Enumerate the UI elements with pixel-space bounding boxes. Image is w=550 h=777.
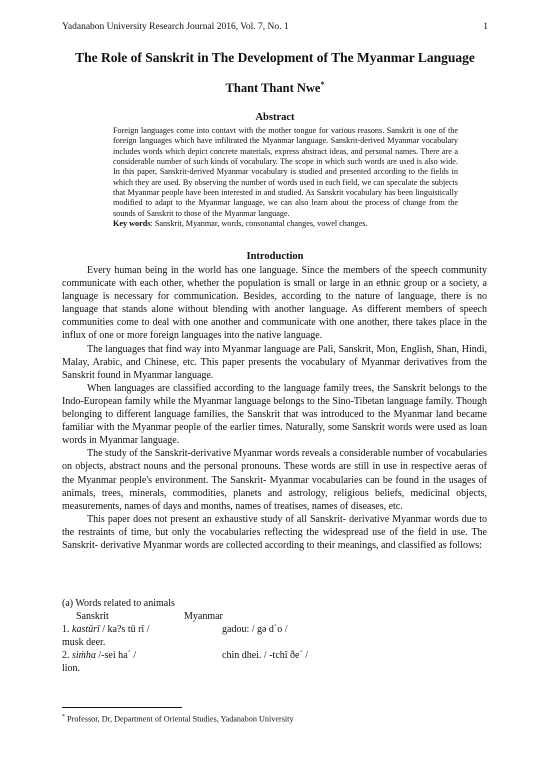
footnote-text: Professor, Dr, Department of Oriental Studies, Yadanabon University [67,714,294,724]
keywords-label: Key words [113,219,151,229]
running-header [62,22,488,32]
sanskrit-word: siṁha [72,650,96,662]
paragraph: This paper does not present an exhaustive study of all Sanskrit- derivative Myanmar words due to the restraints of time, but only the vocabularies reflecting the widespread use of the field in use. The Sanskrit- derivative Myanmar words are collected according to their meanings, and classified as follows: [62,513,487,551]
entry-gloss: lion. [62,663,81,675]
entry-number: 2. [62,650,70,662]
introduction-body [62,264,487,552]
word-list [62,597,487,676]
abstract-text: Foreign languages come into contavt with the mother tongue for various reasons. Sanskrit is one of the foreign languages which have infiltrated the Myanmar language. Sanskrit-derived Myanmar vocabulary includes words which depict concrete materials, express abstract ideas, and personal names. There are a considerable number of such kinds of vocabulary. The scope in which such words are used is also wide. In this paper, Sanskrit-derived Myanmar vocabulary is studied and presented according to the fields in which they are used. By observing the number of words used in each field, we can speculate the subjects that Myanmar people have been interested in and studied. As Sanskrit vocabulary has been linguistically modified to adapt to the Myanmar language, we can also learn about the process of change from the sounds of Sanskrit to those of the Myanmar language. [113,126,458,218]
author-name: Thant Thant Nwe [225,81,321,96]
introduction-heading: Introduction [246,251,304,262]
page-number: 1 [483,22,488,32]
paper-title: The Role of Sanskrit in The Development of The Myanmar Language [75,50,475,65]
author-line [40,80,510,96]
word-list-section-label: (a) Words related to animals [62,598,175,609]
word-list-column-headers [62,610,487,623]
footnote [62,714,487,724]
list-item [62,623,487,636]
abstract-body [113,126,458,229]
footnote-mark: * [62,714,65,720]
list-item [62,649,487,662]
sanskrit-word: kastūrī [72,624,100,636]
entry-gloss: musk deer. [62,637,106,649]
paragraph: When languages are classified according to the language family trees, the Sanskrit belongs to the Indo-European family while the Myanmar language belongs to the Sino-Tibetan language family. Though belonging to different language families, the Sanskrit that was introduced to the Myanmar land became familiar with the Myanmar people of the earlier times. Naturally, some Sanskrit words were used as loan words in Myanmar language. [62,382,487,447]
journal-citation: Yadanabon University Research Journal 2016, Vol. 7, No. 1 [62,22,289,32]
column-header-myanmar: Myanmar [184,611,223,623]
footnote-divider [62,707,182,708]
paragraph: Every human being in the world has one language. Since the members of the speech community communicate with each other, whether the population is small or large in an ethnic group or a society, a language is necessary for communication. Besides, according to the nature of language, there is no language that stands alone without blending with another language. As different members of speech communities come to deal with one another and communicate with one another, there takes place in the influx of one or more foreign languages into the native language. [62,265,487,342]
paragraph: The study of the Sanskrit-derivative Myanmar words reveals a considerable number of vocabularies on objects, abstract nouns and the personal pronouns. These words are still in use in respective aeras of the Myanmar people's environment. The Sanskrit- Myanmar vocabularies can be found in the usages of animals, trees, minerals, commodities, planets and astrology, religious beliefs, medicinal objects, measurements, names of days and months, names of treatises, names of diseases, etc. [62,448,487,512]
myanmar-word: chin dhei. / -tchî ðe´ / [222,650,309,662]
sanskrit-pronunciation: / ka?s tū rī / [99,624,150,636]
column-header-sanskrit: Sanskrit [76,611,109,623]
sanskrit-pronunciation: /-sei ha´ / [95,650,137,662]
author-footnote-mark: * [320,80,325,89]
keywords-text: : Sanskrit, Myanmar, words, consonantal changes, vowel changes. [150,219,368,229]
paragraph: The languages that find way into Myanmar language are Pali, Sanskrit, Mon, English, Shan, Hindi, Malay, Arabic, and Chinese, etc. This paper presents the vocabulary of Myanmar derivatives from the Sanskrit found in Myanmar language. [62,343,487,381]
myanmar-word: gadou: / gə d`o / [222,624,288,636]
abstract-heading: Abstract [255,112,295,123]
entry-number: 1. [62,624,70,636]
